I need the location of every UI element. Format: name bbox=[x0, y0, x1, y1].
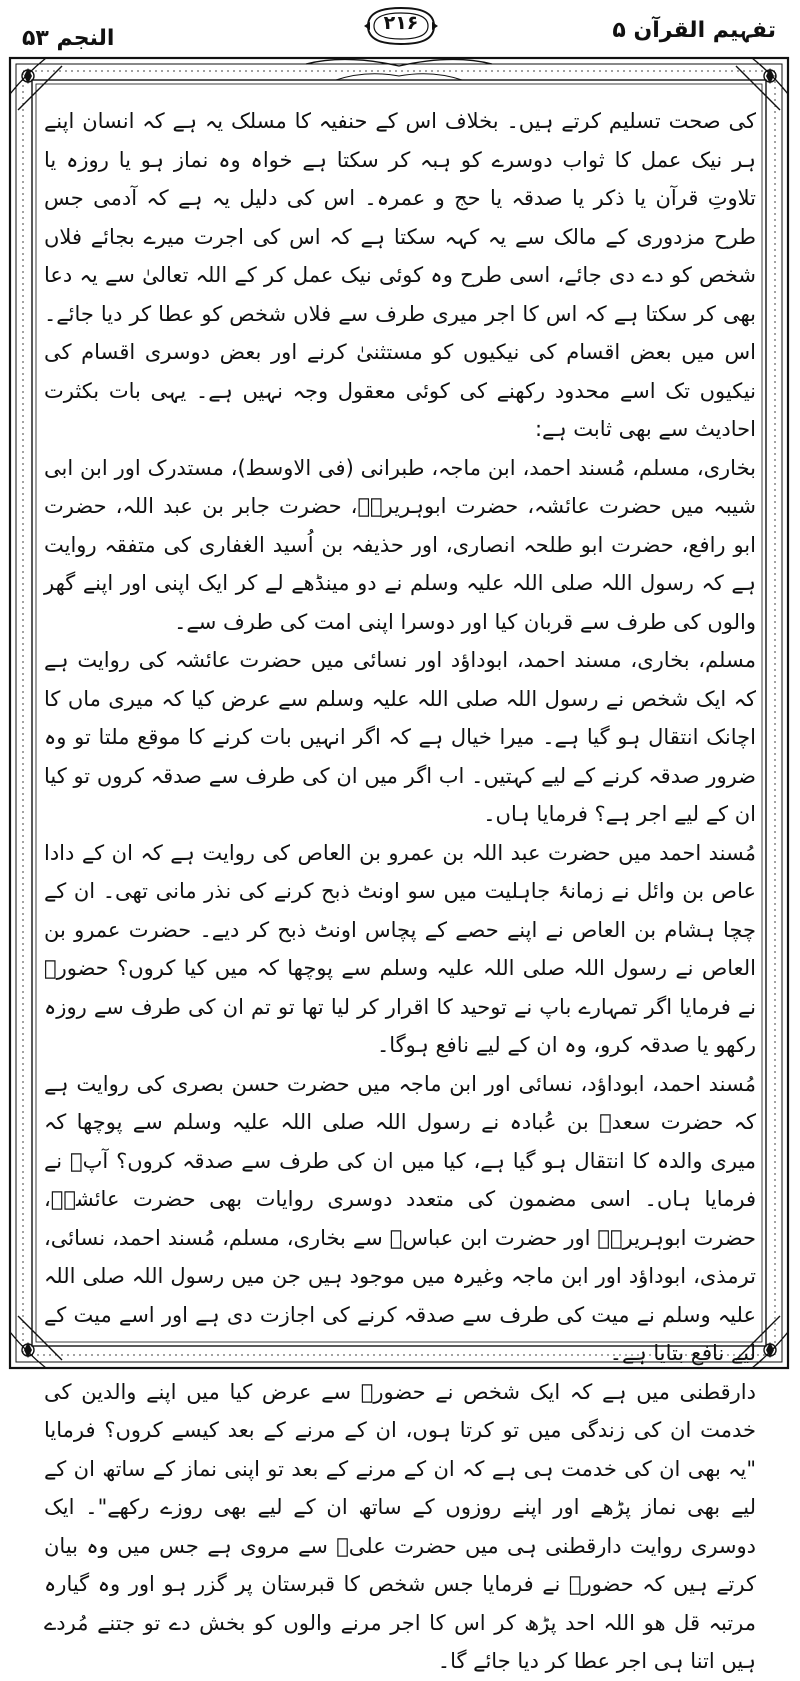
paragraph: مُسند احمد، ابوداؤد، نسائی اور ابن ماجہ میں حضرت حسن بصری کی روایت ہے کہ حضرت سعدؓ بن عُبادہ نے رسول اللہ صلی اللہ علیہ وسلم سے پوچھا کہ میری والدہ کا انتقال ہو گیا ہے، کیا میں ان کی طرف سے صدقہ کروں؟ آپؐ نے فرمایا ہاں۔ اسی مضمون کی متعدد دوسری روایات بھی حضرت عائشہؓ، حضرت ابوہریرہؓ اور حضرت ابن عباسؓ سے بخاری، مسلم، مُسند احمد، نسائی، ترمذی، ابوداؤد اور ابن ماجہ وغیرہ میں موجود ہیں جن میں رسول اللہ صلی اللہ علیہ وسلم نے میت کی طرف سے صدقہ کرنے کی اجازت دی ہے اور اسے میت کے لیے نافع بتایا ہے۔ bbox=[44, 1071, 756, 1365]
body-text bbox=[44, 102, 756, 1673]
paragraph: دارقطنی میں ہے کہ ایک شخص نے حضورؐ سے عرض کیا میں اپنے والدین کی خدمت ان کی زندگی میں تو کرتا ہوں، ان کے مرنے کے بعد کیسے کروں؟ فرمایا "یہ بھی ان کی خدمت ہی ہے کہ ان کے مرنے کے بعد تو اپنی نماز کے ساتھ ان کے لیے بھی نماز پڑھے اور اپنے روزوں کے ساتھ ان کے لیے بھی روزے رکھے"۔ ایک دوسری روایت دارقطنی ہی میں حضرت علیؓ سے مروی ہے جس میں وہ بیان کرتے ہیں کہ حضورؐ نے فرمایا جس شخص کا قبرستان پر گزر ہو اور وہ گیارہ مرتبہ قل ھو اللہ احد پڑھ کر اس کا اجر مرنے والوں کو بخش دے تو جتنے مُردے ہیں اتنا ہی اجر عطا کر دیا جائے گا۔ bbox=[44, 1379, 756, 1673]
paragraph: کی صحت تسلیم کرتے ہیں۔ بخلاف اس کے حنفیہ کا مسلک یہ ہے کہ انسان اپنے ہر نیک عمل کا ثواب دوسرے کو ہبہ کر سکتا ہے خواہ وہ نماز ہو یا روزہ یا تلاوتِ قرآن یا ذکر یا صدقہ یا حج و عمرہ۔ اس کی دلیل یہ ہے کہ آدمی جس طرح مزدوری کے مالک سے یہ کہہ سکتا ہے کہ اس کی اجرت میرے بجائے فلاں شخص کو دے دی جائے، اسی طرح وہ کوئی نیک عمل کر کے اللہ تعالیٰ سے یہ دعا بھی کر سکتا ہے کہ اس کا اجر میری طرف سے فلاں شخص کو عطا کر دیا جائے۔ اس میں بعض اقسام کی نیکیوں کو مستثنیٰ کرنے اور بعض دوسری اقسام کی نیکیوں تک اسے محدود رکھنے کی کوئی معقول وجہ نہیں ہے۔ یہی بات بکثرت احادیث سے بھی ثابت ہے: bbox=[44, 109, 756, 441]
paragraph: مسلم، بخاری، مسند احمد، ابوداؤد اور نسائی میں حضرت عائشہ کی روایت ہے کہ ایک شخص نے رسول اللہ صلی اللہ علیہ وسلم سے عرض کیا کہ میری ماں کا اچانک انتقال ہو گیا ہے۔ میرا خیال ہے کہ اگر انہیں بات کرنے کا موقع ملتا تو وہ ضرور صدقہ کرنے کے لیے کہتیں۔ اب اگر میں ان کی طرف سے صدقہ کروں تو کیا ان کے لیے اجر ہے؟ فرمایا ہاں۔ bbox=[44, 648, 756, 826]
surah-label: النجم ۵۳ bbox=[22, 26, 115, 51]
paragraph: مُسند احمد میں حضرت عبد اللہ بن عمرو بن العاص کی روایت ہے کہ ان کے دادا عاص بن وائل نے زمانۂ جاہلیت میں سو اونٹ ذبح کرنے کی نذر مانی تھی۔ ان کے چچا ہشام بن العاص نے اپنے حصے کے پچاس اونٹ ذبح کر دیے۔ حضرت عمرو بن العاص نے رسول اللہ صلی اللہ علیہ وسلم سے پوچھا کہ میں کیا کروں؟ حضورؐ نے فرمایا اگر تمہارے باپ نے توحید کا اقرار کر لیا تھا تو تم ان کی طرف سے روزہ رکھو یا صدقہ کرو، وہ ان کے لیے نافع ہوگا۔ bbox=[44, 840, 756, 1057]
running-head bbox=[14, 4, 786, 52]
page-number-badge bbox=[362, 4, 440, 48]
book-title: تفہیم القرآن ۵ bbox=[612, 18, 776, 43]
page-number: ۲۱۶ bbox=[383, 12, 419, 34]
paragraph: بخاری، مسلم، مُسند احمد، ابن ماجہ، طبرانی (فی الاوسط)، مستدرک اور ابن ابی شیبہ میں حضرت عائشہ، حضرت ابوہریرہؓ، حضرت جابر بن عبد اللہ، حضرت ابو رافع، حضرت ابو طلحہ انصاری، اور حذیفہ بن اُسید الغفاری کی متفقہ روایت ہے کہ رسول اللہ صلی اللہ علیہ وسلم نے دو مینڈھے لے کر ایک اپنی اور اپنے گھر والوں کی طرف سے قربان کیا اور دوسرا اپنی امت کی طرف سے۔ bbox=[44, 455, 756, 634]
